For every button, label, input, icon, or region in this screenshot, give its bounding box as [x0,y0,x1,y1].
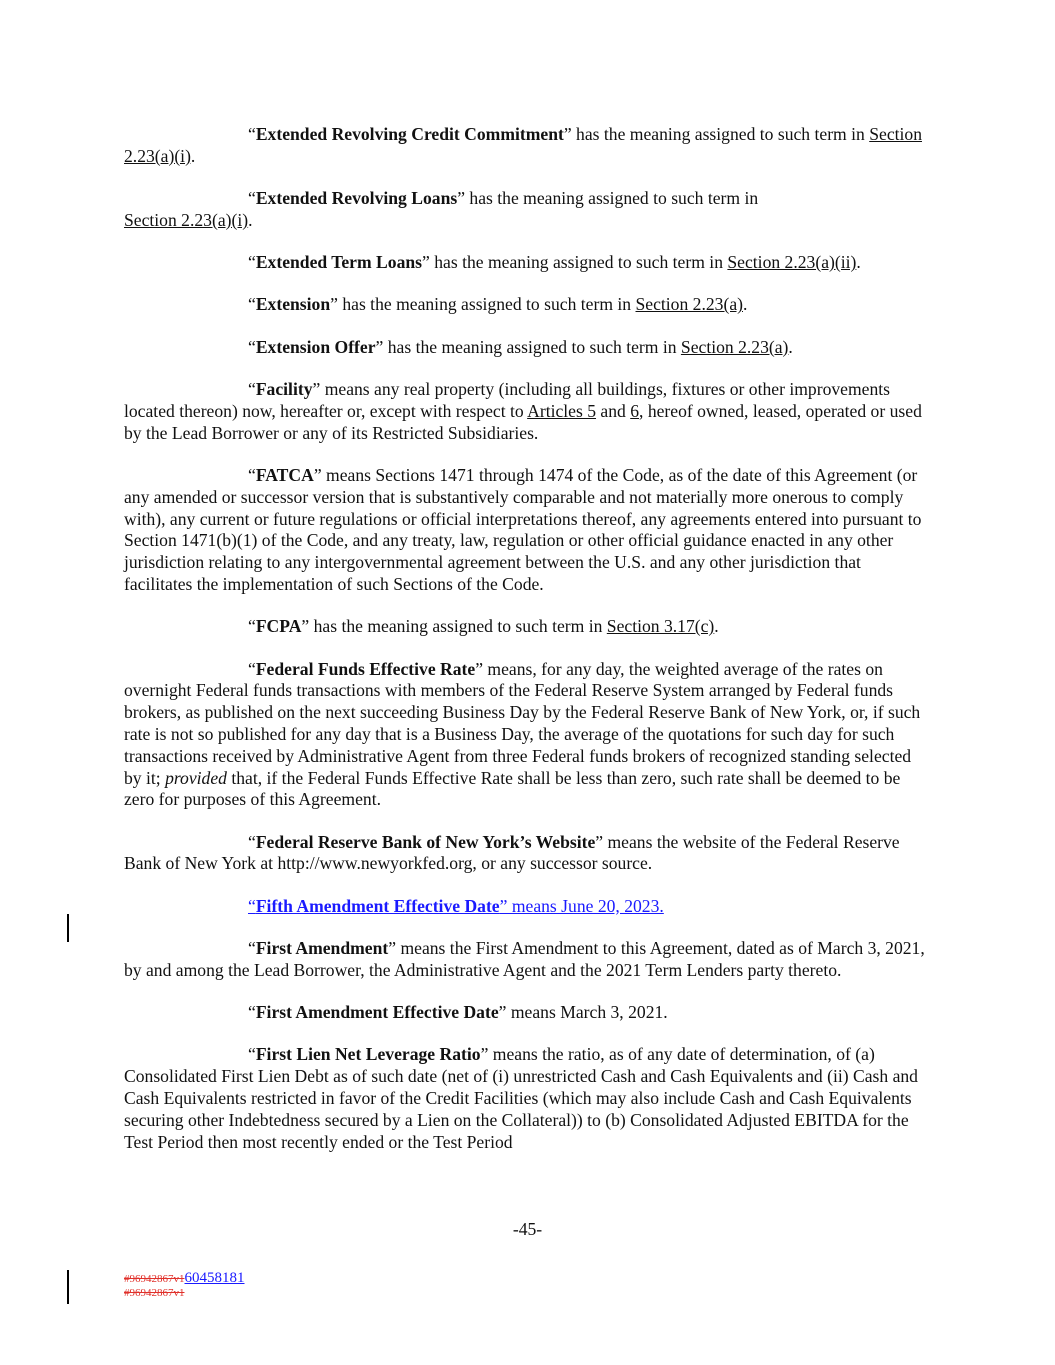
definition-extended-revolving-credit-commitment: “Extended Revolving Credit Commitment” has the meaning assigned to such term in Section 2.23(a)(i). [124,124,922,166]
defined-term: First Lien Net Leverage Ratio [255,1044,481,1065]
definition-extended-term-loans: “Extended Term Loans” has the meaning assigned to such term in Section 2.23(a)(ii). [248,252,861,273]
definition-extended-revolving-loans: “Extended Revolving Loans” has the meaning assigned to such term in Section 2.23(a)(i). [124,188,759,230]
section-reference: Section 2.23(a) [680,336,789,357]
definition-first-lien-net-leverage-ratio: “First Lien Net Leverage Ratio” means the ratio, as of any date of determination, of (a) Consolidated First Lien Debt as of such date (net of (i) unrestricted Cash and Cash Equivalents and (ii) Cash and Cash Equivalents restricted in favor of the Credit Facilities (which may also include Cash and Cash Equivalents securing other Indebtedness secured by a Lien on the Collateral)) to (b) Consolidated Adjusted EBITDA for the Test Period then most recently ended or the Test Period [124,1044,918,1152]
section-reference: Section 2.23(a)(ii) [727,252,857,273]
definition-federal-funds-effective-rate: “Federal Funds Effective Rate” means, for any day, the weighted average of the rates on overnight Federal funds transactions with members of the Federal Reserve System arranged by Federal funds brokers, as published on the next succeeding Business Day by the Federal Reserve Bank of New York, or, if such rate is not so published for any day that is a Business Day, the average of the quotations for such day for such transactions received by Administrative Agent from three Federal funds brokers of recognized standing selected by it; provided that, if the Federal Funds Effective Rate shall be less than zero, such rate shall be deemed to be zero for purposes of this Agreement. [124,658,921,810]
definition-extension-offer: “Extension Offer” has the meaning assigned to such term in Section 2.23(a). [248,336,793,357]
definition-fatca: “FATCA” means Sections 1471 through 1474 of the Code, as of the date of this Agreement (or any amended or successor version that is substantively comparable and not materially more onerous to comply with), any current or future regulations or official interpretations thereof, any agreements entered into pursuant to Section 1471(b)(1) of the Code, and any treaty, law, regulation or other official guidance enacted in any other jurisdiction relating to any intergovernmental agreement between the U.S. and any other jurisdiction that facilitates the implementation of such Sections of the Code. [124,464,922,594]
section-reference: Section 3.17(c) [606,616,715,637]
defined-term: FCPA [255,616,302,637]
defined-term: Extension Offer [255,336,376,357]
section-reference: Section 2.23(a)(i) [124,124,922,166]
defined-term: Extended Revolving Credit Commitment [255,124,564,144]
definitions-list [124,124,932,1174]
definition-extension: “Extension” has the meaning assigned to such term in Section 2.23(a). [248,294,748,315]
defined-term: Fifth Amendment Effective Date [255,895,500,916]
defined-term: Extended Term Loans [255,252,423,273]
section-reference: Section 2.23(a)(i) [124,209,249,230]
article-reference: 6 [630,400,640,421]
deleted-doc-id: #96942867v1 [124,1287,185,1299]
deleted-doc-id: #96942867v1 [124,1273,185,1285]
definition-fcpa: “FCPA” has the meaning assigned to such term in Section 3.17(c). [248,616,719,637]
page-number: -45- [512,1219,543,1239]
definition-first-amendment-effective-date: “First Amendment Effective Date” means March 3, 2021. [248,1002,668,1023]
defined-term: First Amendment [255,938,389,959]
article-reference: Articles 5 [527,400,597,421]
inserted-doc-id: 60458181 [184,1270,245,1286]
defined-term: Extended Revolving Loans [255,188,458,209]
definition-frbny-website: “Federal Reserve Bank of New York’s Website” means the website of the Federal Reserve Bank of New York at http://www.newyorkfed.org, or any successor source. [124,831,900,874]
defined-term: Extension [255,294,331,315]
document-id [124,1271,245,1300]
section-reference: Section 2.23(a) [635,294,743,315]
defined-term: FATCA [255,464,314,485]
defined-term: Federal Funds Effective Rate [255,658,476,679]
defined-term: First Amendment Effective Date [255,1002,499,1023]
definition-first-amendment: “First Amendment” means the First Amendment to this Agreement, dated as of March 3, 2021, by and among the Lead Borrower, the Administrative Agent and the 2021 Term Lenders party thereto. [124,938,925,980]
definition-fifth-amendment-effective-date: “Fifth Amendment Effective Date” means June 20, 2023. [248,895,664,916]
change-bar [67,914,69,942]
change-bar [67,1270,69,1304]
defined-term: Facility [255,379,313,400]
definition-facility: “Facility” means any real property (including all buildings, fixtures or other improvements located thereon) now, hereafter or, except with respect to Articles 5 and 6, hereof owned, leased, operated or used by the Lead Borrower or any of its Restricted Subsidiaries. [124,379,922,443]
defined-term: Federal Reserve Bank of New York’s Website [255,831,596,852]
